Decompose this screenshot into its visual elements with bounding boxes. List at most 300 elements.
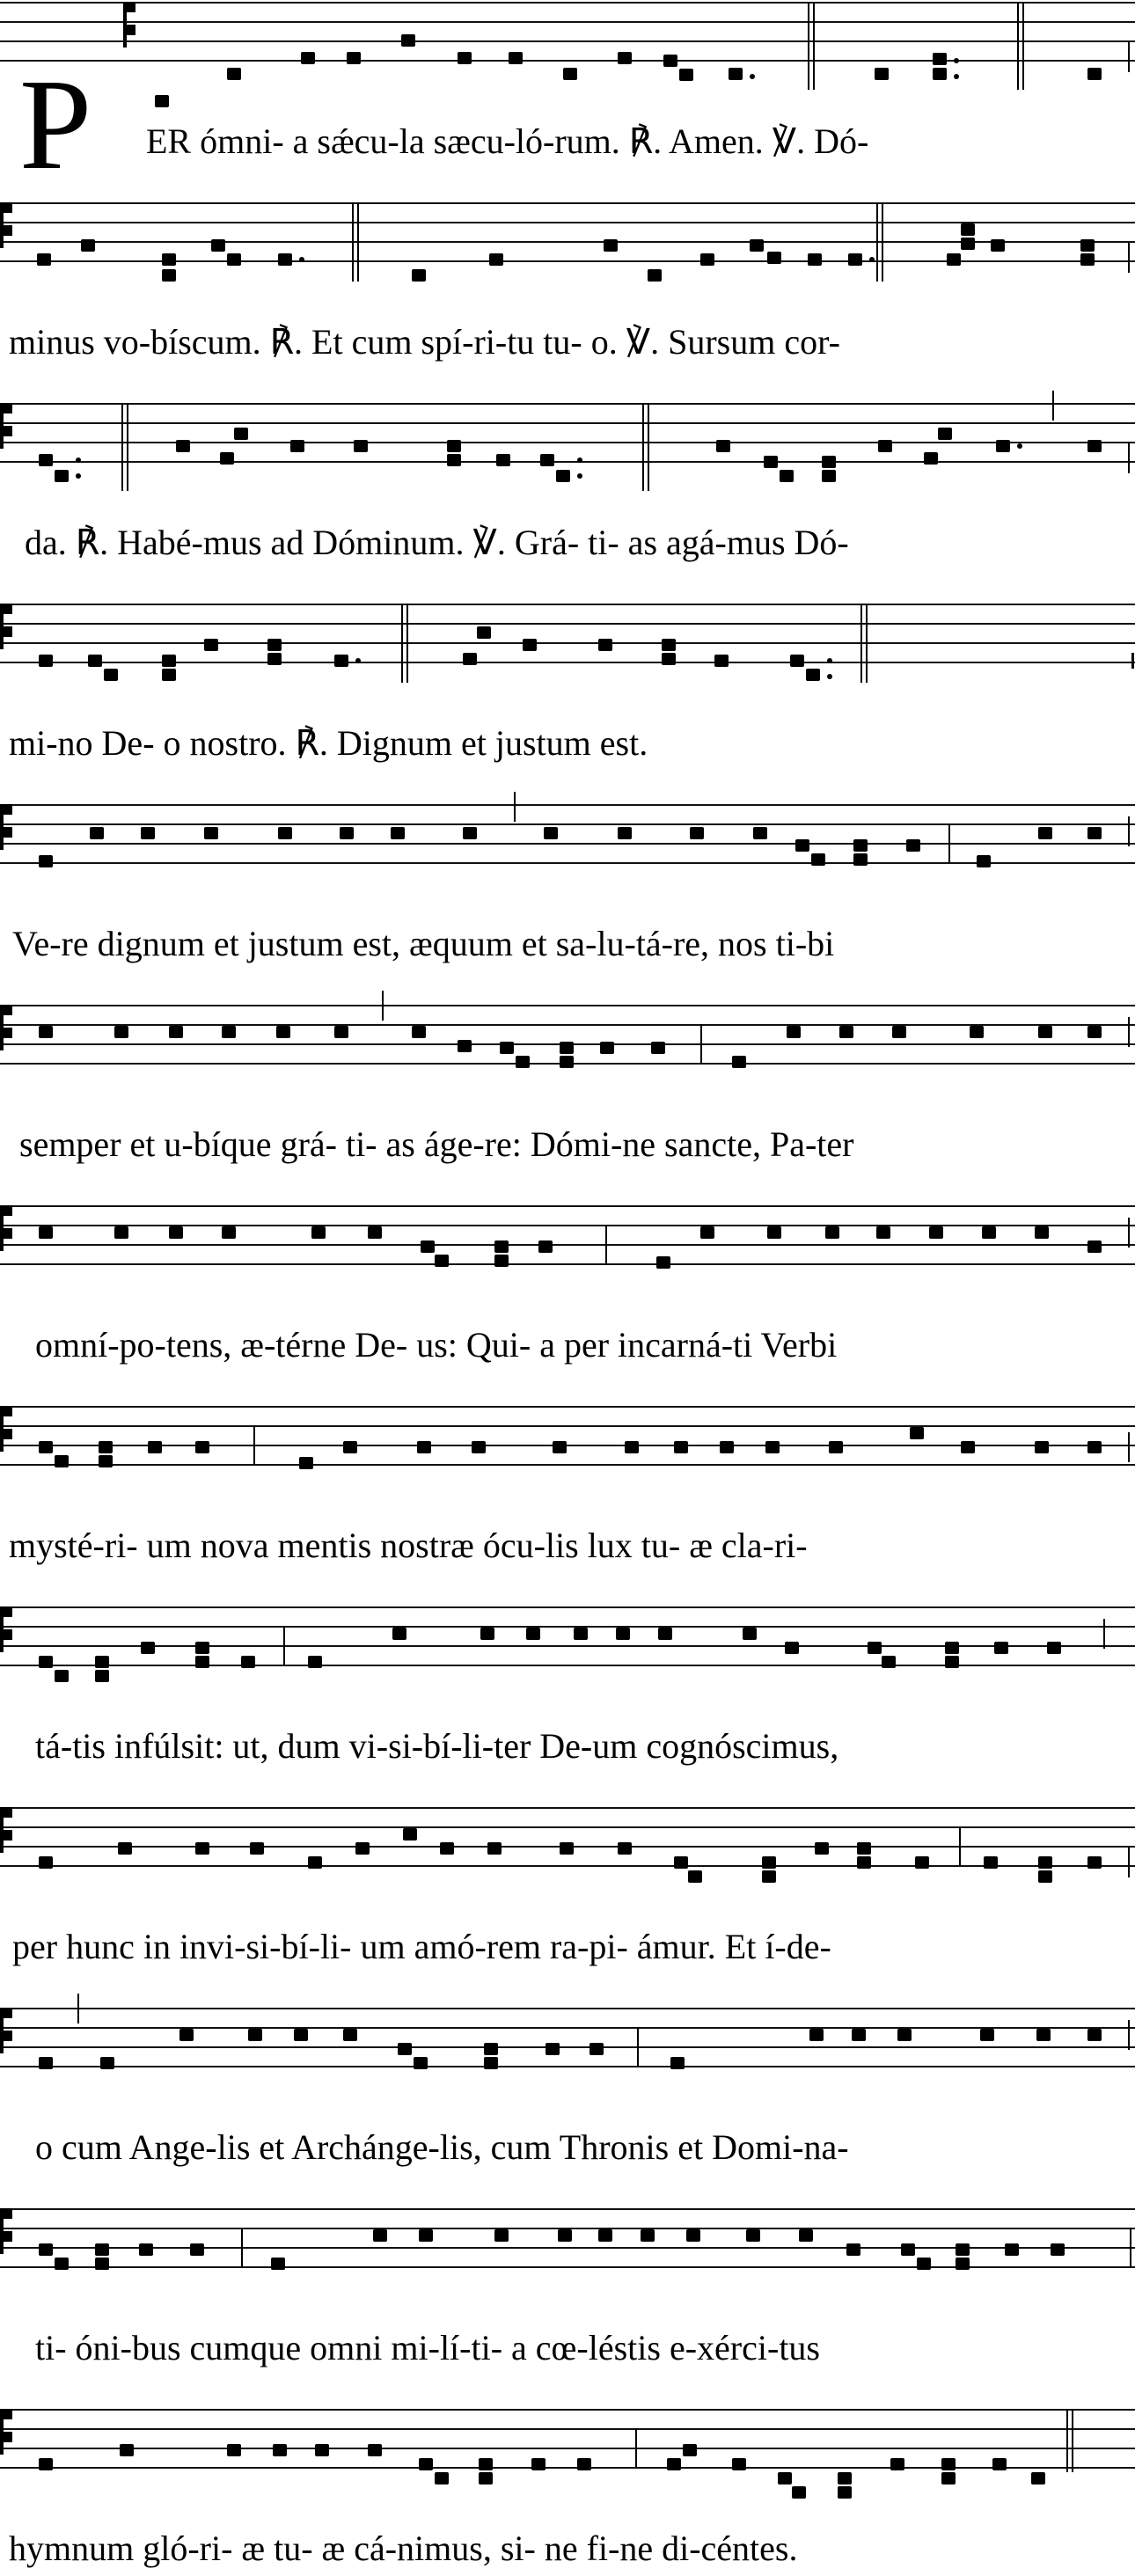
note [343, 2029, 357, 2041]
do-clef-icon [0, 2008, 12, 2053]
staff-line [0, 1865, 1135, 1867]
half-bar [253, 1425, 255, 1464]
note [656, 1256, 670, 1269]
note [1047, 1642, 1061, 1654]
staff-line [0, 21, 1135, 23]
note [308, 1656, 322, 1668]
note [1087, 68, 1102, 80]
half-bar [700, 1024, 702, 1063]
note [458, 52, 472, 64]
note [39, 1026, 53, 1038]
note [1080, 239, 1095, 252]
note [875, 68, 889, 80]
mora-dot [355, 658, 361, 663]
note [401, 34, 415, 47]
lyric-line-12: ti- óni-bus cumque omni mi-lí-ti- a cœ-léstis e-xérci-tus [35, 2328, 820, 2367]
half-bar [959, 1826, 961, 1865]
note [982, 1226, 996, 1239]
note [211, 239, 225, 252]
note [947, 253, 961, 266]
note [458, 1040, 472, 1052]
note [55, 2258, 69, 2270]
note [500, 1042, 514, 1054]
note [496, 454, 510, 466]
half-bar [1130, 2228, 1131, 2266]
lyric-line-1: ER ómni- a sǽcu-la sæcu-ló-rum. ℟. Amen. ℣. Dó- [146, 121, 869, 161]
note [838, 2486, 852, 2499]
note [169, 1226, 183, 1239]
note [1087, 2029, 1102, 2041]
double-bar [860, 604, 868, 683]
note [667, 2458, 681, 2470]
note [39, 655, 53, 667]
staff-line [0, 2046, 1135, 2048]
staff-line [0, 1606, 1135, 1608]
note [970, 1026, 984, 1038]
staff-line [0, 40, 1135, 42]
staff-line [0, 2008, 1135, 2009]
note [1051, 2243, 1065, 2256]
note [1005, 2243, 1019, 2256]
note [271, 2258, 285, 2270]
note [162, 655, 176, 667]
note [641, 2229, 655, 2242]
staff-line [0, 1263, 1135, 1265]
note [195, 1441, 209, 1453]
note [1087, 1441, 1102, 1453]
note [838, 2472, 852, 2485]
staff-line [0, 442, 1135, 443]
staff-line [0, 461, 1135, 463]
note [806, 669, 820, 681]
note [746, 2229, 760, 2242]
note [190, 2243, 204, 2256]
note [1080, 253, 1095, 266]
double-bar [352, 202, 359, 282]
note [663, 55, 677, 67]
do-clef-icon [0, 804, 12, 850]
staff-line [0, 1005, 1135, 1006]
note [162, 669, 176, 681]
note [616, 1628, 630, 1640]
staff-line [0, 843, 1135, 845]
note [421, 1240, 435, 1253]
note [1035, 1441, 1049, 1453]
note [1038, 1856, 1052, 1869]
note [162, 269, 176, 282]
note [227, 2444, 241, 2456]
note [494, 1255, 509, 1267]
half-bar [948, 823, 950, 862]
note [1087, 1856, 1102, 1869]
note [114, 1226, 128, 1239]
custos [1128, 2020, 1130, 2050]
note [39, 454, 53, 466]
note [808, 253, 822, 266]
mora-dot [869, 257, 875, 262]
note [897, 2029, 912, 2041]
note [690, 827, 704, 839]
note [248, 2029, 262, 2041]
note [938, 428, 952, 440]
note [822, 470, 836, 482]
note [618, 52, 632, 64]
lyric-line-10: per hunc in invi-si-bí-li- um amó-rem ra-pi- ámur. Et í-de- [12, 1927, 831, 1966]
staff-line [0, 60, 1135, 62]
note [39, 1441, 53, 1453]
note [104, 669, 118, 681]
staff-2 [0, 202, 1135, 282]
note [853, 839, 868, 852]
note [169, 1026, 183, 1038]
note [250, 1842, 264, 1855]
note [929, 1226, 943, 1239]
double-bar [401, 604, 408, 683]
note [853, 853, 868, 866]
do-clef-icon [0, 1807, 12, 1853]
note [795, 839, 809, 852]
staff-12 [0, 2208, 1135, 2287]
note [417, 1441, 431, 1453]
note [945, 1656, 959, 1668]
custos [382, 991, 384, 1021]
note [674, 1856, 688, 1869]
staff-line [0, 2409, 1135, 2411]
note [560, 1842, 574, 1855]
staff-line [0, 804, 1135, 806]
half-bar [605, 1225, 607, 1263]
note [403, 1828, 417, 1841]
note [334, 655, 348, 667]
staff-line [0, 1406, 1135, 1408]
note [391, 827, 405, 839]
note [651, 1042, 665, 1054]
staff-line [0, 1425, 1135, 1427]
note [120, 2444, 134, 2456]
note [961, 238, 975, 250]
note [308, 1856, 322, 1869]
lyric-line-13: hymnum gló-ri- æ tu- æ cá-nimus, si- ne fi-ne di-céntes. [9, 2528, 798, 2568]
note [55, 1455, 69, 1467]
staff-8 [0, 1406, 1135, 1485]
note [343, 1441, 357, 1453]
custos [1128, 42, 1130, 72]
half-bar [241, 2228, 243, 2266]
note [780, 470, 794, 482]
mora-dot [299, 257, 304, 262]
staff-line [0, 1645, 1135, 1647]
note [540, 454, 554, 466]
lyric-line-8: mysté-ri- um nova mentis nostræ ócu-lis lux tu- æ cla-ri- [9, 1526, 808, 1565]
note [878, 440, 892, 452]
staff-line [0, 604, 1135, 605]
note [767, 1226, 781, 1239]
note [765, 1441, 780, 1453]
note [368, 2444, 382, 2456]
note [1036, 2029, 1051, 2041]
note [992, 2458, 1007, 2470]
note [278, 253, 292, 266]
staff-4 [0, 604, 1135, 683]
note [141, 827, 155, 839]
staff-line [0, 422, 1135, 424]
custos [1103, 1619, 1105, 1649]
note [373, 2229, 387, 2242]
note [762, 1856, 776, 1869]
mora-dot [954, 74, 959, 79]
note [463, 653, 477, 665]
lyric-line-7: omní-po-tens, æ-térne De- us: Qui- a per incarná-ti Verbi [35, 1325, 838, 1365]
note [299, 1457, 313, 1469]
note [625, 1441, 639, 1453]
note [762, 1870, 776, 1883]
note [857, 1842, 871, 1855]
note [340, 827, 354, 839]
do-clef-icon [0, 1005, 12, 1050]
note [598, 2229, 612, 2242]
staff-line [0, 2, 1135, 4]
note [118, 1842, 132, 1855]
note [526, 1628, 540, 1640]
note [99, 1455, 113, 1467]
mora-dot [76, 457, 81, 463]
note [882, 1656, 896, 1668]
staff-line [0, 2027, 1135, 2029]
note [538, 1240, 553, 1253]
lyric-line-11: o cum Ange-lis et Archánge-lis, cum Thronis et Domi-na- [35, 2127, 849, 2167]
note [81, 239, 95, 252]
note [822, 456, 836, 468]
lyric-line-5: Ve-re dignum et justum est, æquum et sa-lu-tá-re, nos ti-bi [12, 924, 835, 963]
note [729, 68, 743, 80]
note [494, 1240, 509, 1253]
custos [1128, 816, 1130, 846]
note [222, 1226, 236, 1239]
note [141, 1642, 155, 1654]
note [1035, 1226, 1049, 1239]
lyric-line-9: tá-tis infúlsit: ut, dum vi-si-bí-li-ter De-um cognóscimus, [35, 1726, 839, 1766]
note [1038, 827, 1052, 839]
staff-line [0, 1807, 1135, 1809]
mora-dot [827, 658, 832, 663]
custos [1128, 1848, 1130, 1877]
note [857, 1856, 871, 1869]
note [477, 626, 491, 639]
note [463, 827, 477, 839]
note [176, 440, 190, 452]
note [825, 1226, 839, 1239]
note [487, 1842, 502, 1855]
note [419, 2229, 433, 2242]
lyric-line-2: minus vo-bíscum. ℟. Et cum spí-ri-tu tu- o. ℣. Sursum cor- [9, 322, 840, 362]
note [686, 2229, 700, 2242]
note [39, 855, 53, 867]
note [447, 440, 461, 452]
note [55, 1670, 69, 1682]
note [472, 1441, 486, 1453]
note [368, 1226, 382, 1239]
note [658, 1628, 672, 1640]
mora-dot [954, 58, 959, 63]
note [88, 655, 102, 667]
lyric-line-4: mi-no De- o nostro. ℟. Dignum et justum est. [9, 723, 648, 763]
staff-1 [0, 2, 1135, 81]
note [577, 2458, 591, 2470]
note [767, 252, 781, 264]
note [574, 1628, 588, 1640]
note [558, 2229, 572, 2242]
note [234, 428, 248, 440]
note [778, 2472, 792, 2485]
note [90, 827, 104, 839]
do-clef-icon [123, 2, 135, 48]
note [39, 2243, 53, 2256]
note [829, 1441, 843, 1453]
note [267, 639, 282, 651]
note [273, 2444, 287, 2456]
note [700, 1226, 714, 1239]
note [447, 454, 461, 466]
note [790, 655, 804, 667]
do-clef-icon [0, 2208, 12, 2254]
note [544, 827, 558, 839]
note [839, 1026, 853, 1038]
note [910, 1427, 924, 1439]
note [95, 1656, 109, 1668]
note [956, 2258, 970, 2270]
note [100, 2057, 114, 2069]
note [398, 2043, 412, 2055]
do-clef-icon [0, 604, 12, 649]
note [1087, 827, 1102, 839]
note [435, 1255, 449, 1267]
staff-line [0, 862, 1135, 864]
note [412, 269, 426, 282]
staff-line [0, 823, 1135, 825]
custos [77, 1994, 79, 2023]
note [977, 855, 991, 867]
note [355, 1842, 370, 1855]
note [290, 440, 304, 452]
note [489, 253, 503, 266]
note [440, 1842, 454, 1855]
note [732, 2458, 746, 2470]
note [179, 2029, 194, 2041]
note [683, 2444, 697, 2456]
staff-13 [0, 2409, 1135, 2488]
note [815, 1842, 829, 1855]
note [222, 1026, 236, 1038]
note [315, 2444, 329, 2456]
do-clef-icon [0, 1606, 12, 1652]
note [162, 253, 176, 266]
note [392, 1628, 406, 1640]
note [1038, 1026, 1052, 1038]
note [155, 95, 169, 107]
staff-line [0, 1464, 1135, 1466]
note [227, 68, 241, 80]
note [764, 456, 778, 468]
do-clef-icon [0, 403, 12, 449]
custos [1128, 1432, 1130, 1462]
staff-line [0, 2467, 1135, 2469]
mora-dot [1017, 443, 1022, 449]
note [670, 2057, 685, 2069]
note [241, 1656, 255, 1668]
note [679, 69, 693, 81]
initial-letter: P [19, 53, 92, 197]
lyric-line-6: semper et u-bíque grá- ti- as áge-re: Dómi-ne sancte, Pa-ter [19, 1124, 854, 1164]
note [811, 853, 825, 866]
staff-line [0, 1665, 1135, 1666]
staff-line [0, 642, 1135, 644]
note [435, 2472, 449, 2485]
staff-9 [0, 1606, 1135, 1686]
note [941, 2458, 956, 2470]
note [39, 1226, 53, 1239]
note [991, 239, 1005, 252]
note [750, 239, 764, 252]
note [700, 253, 714, 266]
note [114, 1026, 128, 1038]
staff-line [0, 1205, 1135, 1207]
staff-5 [0, 804, 1135, 883]
double-bar [876, 202, 883, 282]
half-bar [283, 1626, 285, 1665]
note [848, 253, 862, 266]
note [95, 1670, 109, 1682]
note [301, 52, 315, 64]
note [956, 2243, 970, 2256]
staff-line [0, 202, 1135, 204]
note [906, 839, 920, 852]
do-clef-icon [0, 202, 12, 248]
note [618, 827, 632, 839]
note [604, 239, 618, 252]
note [716, 440, 730, 452]
note [890, 2458, 904, 2470]
note [148, 1441, 162, 1453]
note [95, 2243, 109, 2256]
note [674, 1441, 688, 1453]
note [95, 2258, 109, 2270]
note [204, 639, 218, 651]
note [311, 1226, 326, 1239]
note [961, 223, 975, 236]
note [347, 52, 361, 64]
note [598, 639, 612, 651]
lyric-line-3: da. ℟. Habé-mus ad Dóminum. ℣. Grá- ti- as agá-mus Dó- [25, 523, 849, 562]
do-clef-icon [0, 1406, 12, 1452]
double-bar [808, 2, 815, 90]
note [941, 2472, 956, 2485]
note [868, 1642, 882, 1654]
custos [1128, 443, 1130, 473]
note [600, 1042, 614, 1054]
note [414, 2057, 428, 2069]
note [99, 1441, 113, 1453]
custos [1128, 243, 1130, 273]
note [39, 1656, 53, 1668]
staff-line [0, 2428, 1135, 2430]
note [354, 440, 368, 452]
note [787, 1026, 801, 1038]
double-bar [1066, 2409, 1073, 2472]
note [917, 2258, 931, 2270]
note [484, 2043, 498, 2055]
note [809, 2029, 824, 2041]
custos [514, 792, 516, 822]
